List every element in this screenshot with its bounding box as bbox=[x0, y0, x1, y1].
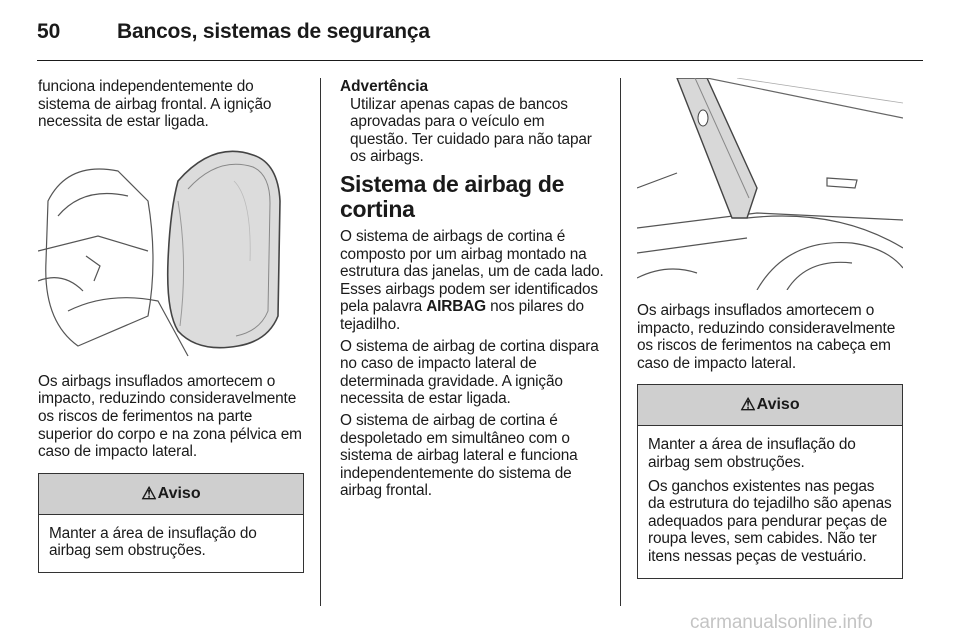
aviso-box bbox=[38, 473, 304, 573]
watermark: carmanualsonline.info bbox=[690, 612, 873, 633]
intro-text: funciona independentemente do sistema de airbag frontal. A ignição necessita de estar ligada. bbox=[38, 78, 272, 131]
warning-text: Utilizar apenas capas de bancos aprovadas para o veículo em questão. Ter cuidado para não tapar os airbags. bbox=[350, 95, 592, 166]
warning-title: Advertência bbox=[340, 78, 429, 95]
column-middle bbox=[340, 78, 606, 504]
aviso-title: Aviso bbox=[756, 396, 800, 414]
section-title: Sistema de airbag de cortina bbox=[340, 170, 565, 222]
chapter-title: Bancos, sistemas de segurança bbox=[117, 20, 430, 43]
column-left bbox=[38, 78, 304, 573]
illustration-caption: Os airbags insuflados amortecem o impacto, reduzindo consideravelmente os riscos de ferimentos na cabeça em caso de impacto lateral. bbox=[637, 302, 896, 372]
seat-airbag-drawing bbox=[38, 141, 304, 361]
curtain-paragraph-1 bbox=[340, 228, 606, 334]
column-divider bbox=[620, 78, 621, 606]
side-airbag-illustration bbox=[38, 141, 304, 361]
aviso-text-2: Os ganchos existentes nas pegas da estrutura do tejadilho são apenas adequados para pendurar peças de roupa leves, sem cabides. Não ter itens nessas peças de vestuário. bbox=[648, 477, 892, 565]
illustration-caption: Os airbags insuflados amortecem o impacto, reduzindo consideravelmente os riscos de ferimentos na parte superior do corpo e na zona pélvica em caso de impacto lateral. bbox=[38, 372, 302, 461]
aviso-header bbox=[638, 385, 902, 426]
pillar-airbag-drawing bbox=[637, 78, 903, 290]
airbag-keyword: AIRBAG bbox=[426, 298, 486, 316]
curtain-paragraph-2: O sistema de airbag de cortina dispara no caso de impacto lateral de determinada gravidade. A ignição necessita de estar ligada. bbox=[340, 337, 599, 408]
aviso-text: Manter a área de insuflação do airbag sem obstruções. bbox=[49, 524, 257, 560]
curtain-airbag-illustration bbox=[637, 78, 903, 290]
curtain-p1-start: O sistema de airbags de cortina é composto por um airbag montado na estrutura das janelas, um de cada lado. Esses airbags podem ser identificados pela palavra bbox=[340, 227, 604, 316]
curtain-p1-end: nos pilares do tejadilho. bbox=[340, 298, 584, 333]
page-header bbox=[37, 18, 923, 61]
aviso-title: Aviso bbox=[157, 484, 201, 502]
column-right bbox=[637, 78, 903, 579]
curtain-paragraph-3: O sistema de airbag de cortina é despoletado em simultâneo com o sistema de airbag lateral e funciona independentemente do sistema de airbag frontal. bbox=[340, 411, 578, 500]
warning-triangle-icon: ⚠ bbox=[141, 483, 157, 503]
aviso-text-1: Manter a área de insuflação do airbag sem obstruções. bbox=[648, 436, 856, 471]
column-divider bbox=[320, 78, 321, 606]
warning-triangle-icon: ⚠ bbox=[740, 395, 756, 415]
aviso-box bbox=[637, 384, 903, 578]
aviso-header bbox=[39, 474, 303, 515]
page-number: 50 bbox=[37, 20, 61, 43]
